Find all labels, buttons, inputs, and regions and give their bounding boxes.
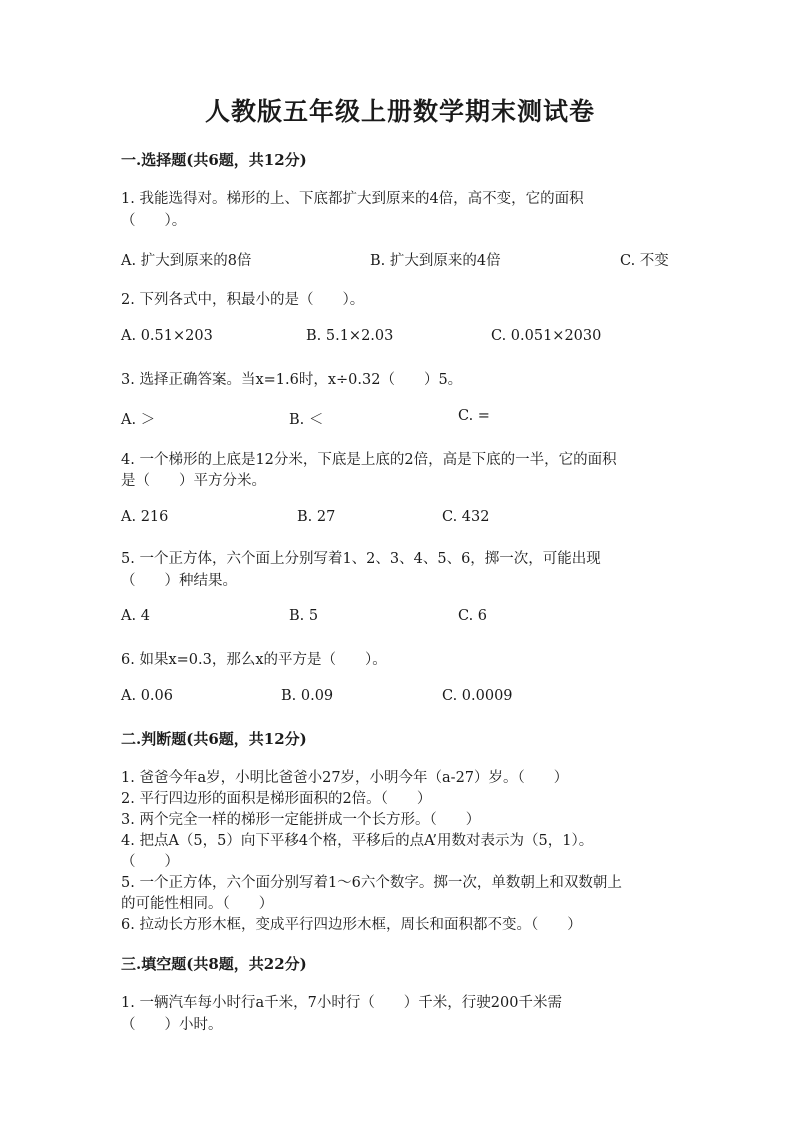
section-heading-choice: 一.选择题(共6题，共12分) <box>121 151 307 169</box>
judgment-line-5: （ ） <box>121 854 179 870</box>
question-3-option-b: B. ＜ <box>289 412 324 428</box>
question-3-option-a: A. ＞ <box>121 412 156 428</box>
question-6-option-b: B. 0.09 <box>281 688 334 704</box>
question-2-option-b: B. 5.1×2.03 <box>306 328 394 344</box>
judgment-line-3: 3. 两个完全一样的梯形一定能拼成一个长方形。（ ） <box>121 812 481 828</box>
question-1-line-1: 1. 我能选得对。梯形的上、下底都扩大到原来的4倍，高不变，它的面积 <box>121 191 584 207</box>
question-1-option-a: A. 扩大到原来的8倍 <box>121 253 252 269</box>
question-6-line-1: 6. 如果x=0.3，那么x的平方是（ ）。 <box>121 652 387 668</box>
question-2-line-1: 2. 下列各式中，积最小的是（ ）。 <box>121 292 365 308</box>
question-5-line-1: 5. 一个正方体，六个面上分别写着1、2、3、4、5、6，掷一次，可能出现 <box>121 551 601 567</box>
section-heading-judgment: 二.判断题(共6题，共12分) <box>121 730 307 748</box>
judgment-line-4: 4. 把点A（5，5）向下平移4个格，平移后的点A’用数对表示为（5，1）。 <box>121 833 594 849</box>
question-4-line-2: 是（ ）平方分米。 <box>121 473 266 489</box>
judgment-line-8: 6. 拉动长方形木框，变成平行四边形木框，周长和面积都不变。（ ） <box>121 917 582 933</box>
question-2-option-c: C. 0.051×2030 <box>491 328 602 344</box>
question-5-line-2: （ ）种结果。 <box>121 573 237 589</box>
question-4-option-c: C. 432 <box>442 509 490 525</box>
question-5-option-b: B. 5 <box>289 608 319 624</box>
fill-line-2: （ ）小时。 <box>121 1017 223 1033</box>
section-heading-fill: 三.填空题(共8题，共22分) <box>121 955 307 973</box>
question-4-line-1: 4. 一个梯形的上底是12分米，下底是上底的2倍，高是下底的一半，它的面积 <box>121 452 617 468</box>
judgment-line-1: 1. 爸爸今年a岁，小明比爸爸小27岁，小明今年（a-27）岁。（ ） <box>121 770 569 786</box>
question-1-option-c: C. 不变 <box>620 253 669 269</box>
question-1-option-b: B. 扩大到原来的4倍 <box>370 253 501 269</box>
judgment-line-7: 的可能性相同。（ ） <box>121 896 274 912</box>
question-4-option-b: B. 27 <box>297 509 336 525</box>
question-5-option-a: A. 4 <box>121 608 150 624</box>
question-1-line-2: （ ）。 <box>121 213 187 229</box>
page-title: 人教版五年级上册数学期末测试卷 <box>204 97 595 126</box>
question-2-option-a: A. 0.51×203 <box>121 328 213 344</box>
judgment-line-6: 5. 一个正方体，六个面分别写着1～6六个数字。掷一次，单数朝上和双数朝上 <box>121 875 622 891</box>
question-5-option-c: C. 6 <box>458 608 488 624</box>
question-3-line-1: 3. 选择正确答案。当x=1.6时，x÷0.32（ ）5。 <box>121 372 463 388</box>
question-6-option-a: A. 0.06 <box>121 688 173 704</box>
judgment-line-2: 2. 平行四边形的面积是梯形面积的2倍。（ ） <box>121 791 432 807</box>
question-3-option-c: C. = <box>458 408 490 424</box>
question-6-option-c: C. 0.0009 <box>442 688 513 704</box>
fill-line-1: 1. 一辆汽车每小时行a千米，7小时行（ ）千米，行驶200千米需 <box>121 995 562 1011</box>
question-4-option-a: A. 216 <box>121 509 169 525</box>
